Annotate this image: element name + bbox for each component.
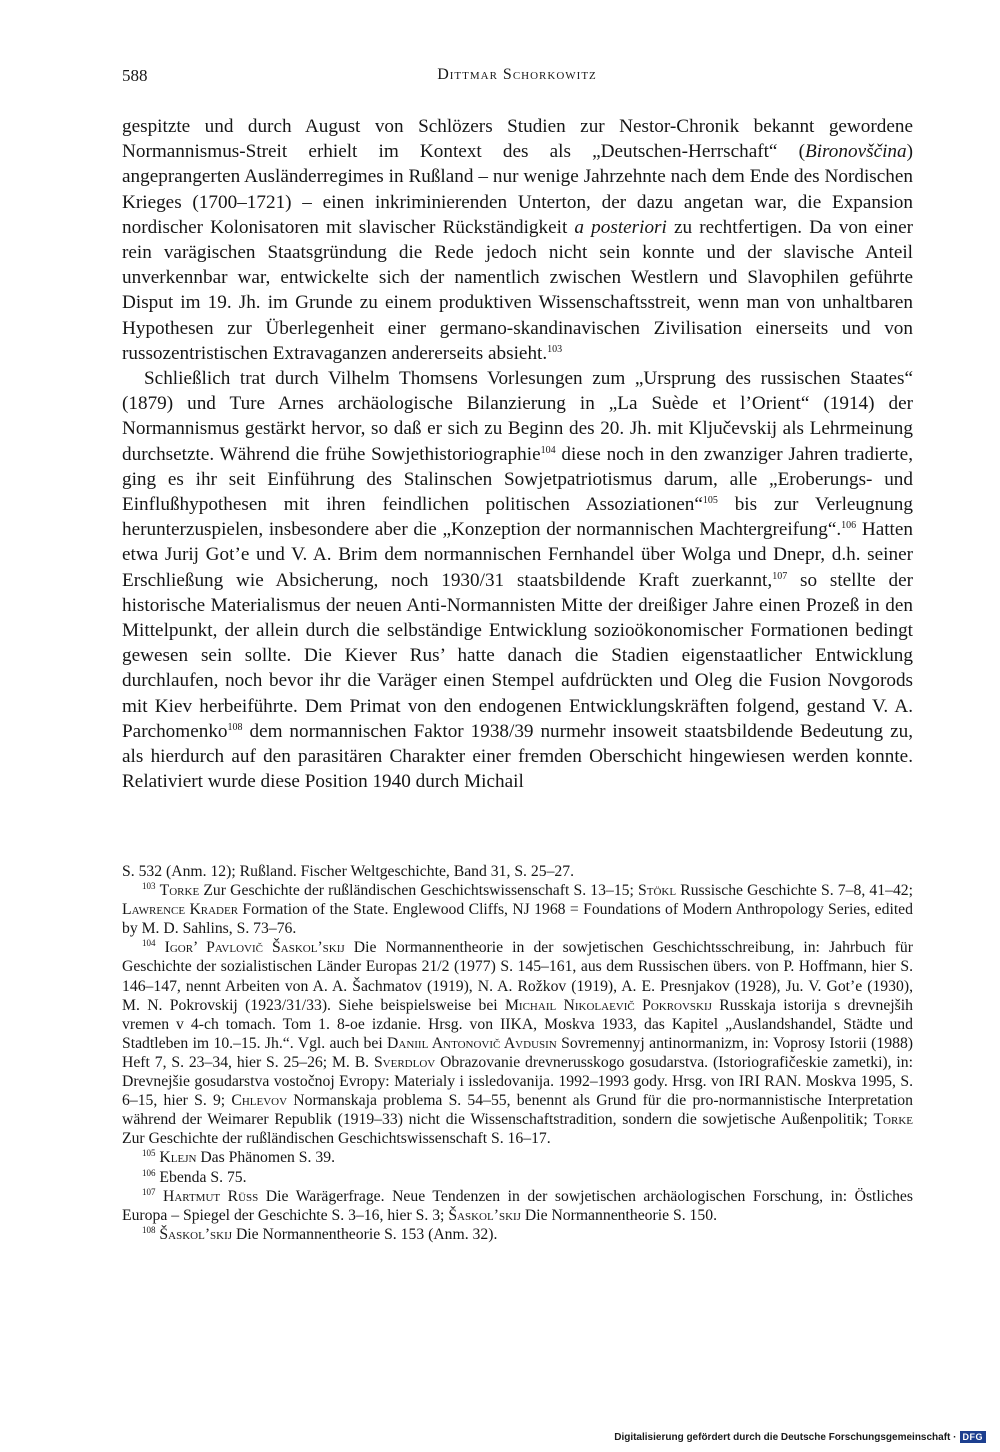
footnote-106: $^{106}$ Ebenda S. 75. [142, 1167, 247, 1186]
paragraph-2: Schließlich trat durch Vilhelm Thomsens Vorlesungen zum „Ursprung des russischen Staates“ (1879) und Ture Arnes archäologische Bilanzierung in „La Suède et l’Orient“ (1914) der Normannismus gestärkt hervor, so daß er sich zu Beginn des 20. Jh. mit Ključevskij als Lehrmeinung durchsetzte. Während die frühe Sowjethistoriographie$^{104}$ diese noch in den zwanziger Jahren tradierte, ging es ihr seit Einführung des Stalinschen Sowjetpatriotismus darum, alle „Eroberungs- und Einflußhypothesen mit ihren feindlichen politischen Assoziationen“$^{105}$ bis zur Verleugnung herunterzuspielen, insbesondere aber die „Konzeption der normannischen Machtergreifung“.$^{106}$ Hatten etwa Jurij Got’e und V. A. Brim dem normannischen Fernhandel über Wolga und Dnepr, d.h. seiner Erschließung wie Absicherung, noch 1930/31 staatsbildende Kraft zuerkannt,$^{107}$ so stellte der historische Materialismus der neuen Anti-Normannisten Mitte der dreißiger Jahre einen Prozeß in den Mittelpunkt, der allein durch die selbständige Entwicklung sozioökonomischer Formationen bedingt gewesen sein sollte. Die Kiever Rus’ hatte danach die Stadien eigenstaatlicher Entwicklung durchlaufen, noch bevor ihr die Varäger einen Stempel aufdrückten und Oleg die Fusion Novgorods mit Kiev herbeiführte. Dem Primat von den endogenen Entwicklungskräften folgend, gestand V. A. Parchomenko$^{108}$ dem normannischen Faktor 1938/39 nurmehr insoweit staatsbildende Bedeutung zu, als hierdurch auf den parasitären Charakter einer fremden Oberschicht hingewiesen werden konnte. Relativiert wurde diese Position 1940 durch Michail [122, 368, 913, 793]
footnote-108: $^{108}$ Šaskol’skij Die Normannentheorie S. 153 (Anm. 32). [142, 1224, 498, 1243]
footnote-ref-103[interactable]: 103 [547, 343, 563, 355]
digitization-credit [614, 1431, 986, 1443]
dfg-logo: DFG [960, 1431, 987, 1443]
footnote-ref-104[interactable]: 104 [540, 444, 556, 456]
footnote-105: $^{105}$ Klejn Das Phänomen S. 39. [142, 1148, 335, 1167]
main-text [122, 114, 913, 794]
running-head: Dittmar Schorkowitz [437, 66, 597, 83]
footnote-103: $^{103}$ Torke Zur Geschichte der rußländischen Geschichtswissenschaft S. 13–15; Stökl Russische Geschichte S. 7–8, 41–42; Lawrence Krader Formation of the State. Englewood Cliffs, NJ 1968 = Foundations of Modern Anthropology Series, edited by M. D. Sahlins, S. 73–76. [122, 881, 913, 938]
footnote-ref-107[interactable]: 107 [772, 570, 788, 582]
footnote-ref-108[interactable]: 108 [227, 721, 243, 733]
footnotes [122, 862, 913, 1244]
footnote-104: $^{104}$ Igor’ Pavlovič Šaskol’skij Die Normannentheorie in der sowjetischen Geschichtsschreibung, in: Jahrbuch für Geschichte der sozialistischen Länder Europas 21/2 (1977) S. 145–161, aus dem Russischen übers. von P. Hoffmann, hier S. 146–147, nennt Arbeiten von A. A. Šachmatov (1919), N. A. Rožkov (1919), A. E. Presnjakov (1928), Ju. V. Got’e (1930), M. N. Pokrovskij (1923/31/33). Siehe beispielsweise bei Michail Nikolaevič Pokrovskij Russkaja istorija s drevnejših vremen v 4-ch tomach. Tom 1. 8-oe izdanie. Hrsg. von IIKA, Moskva 1933, das Kapitel „Auslandshandel, Städte und Stadtleben im 10.–15. Jh.“. Vgl. auch bei Daniil Antonovič Avdusin Sovremennyj antinormanizm, in: Voprosy Istorii (1988) Heft 7, S. 23–34, hier S. 25–26; M. B. Sverdlov Obrazovanie drevnerusskogo gosudarstva. (Istoriografičeskie zametki), in: Drevnejšie gosudarstva vostočnoj Evropy: Materialy i issledovanija. 1992–1993 gody. Hrsg. von IRI RAN. Moskva 1995, S. 6–15, hier S. 9; Chlevov Normanskaja problema S. 54–55, benennt als Grund für die pro-normannistische Interpretation während der Weimarer Republik (1919–33) nicht die Wissenschaftstradition, sondern die sowjetische Außenpolitik; Torke Zur Geschichte der rußländischen Geschichtswissenschaft S. 16–17. [122, 938, 914, 1148]
credit-text: Digitalisierung gefördert durch die Deutsche Forschungsgemeinschaft · [614, 1431, 957, 1443]
page-header [122, 66, 912, 90]
footnote-continuation: S. 532 (Anm. 12); Rußland. Fischer Weltgeschichte, Band 31, S. 25–27. [122, 863, 575, 880]
footnote-ref-106[interactable]: 106 [841, 520, 857, 532]
page-number: 588 [122, 66, 148, 85]
footnote-107: $^{107}$ Hartmut Rüss Die Warägerfrage. Neue Tendenzen in der sowjetischen archäologischen Forschung, in: Östliches Europa – Spiegel der Geschichte S. 3–16, hier S. 3; Šaskol’skij Die Normannentheorie S. 150. [122, 1186, 913, 1224]
paragraph-1: gespitzte und durch August von Schlözers Studien zur Nestor-Chronik bekannt gewordene Normannismus-Streit erhielt im Kontext des als „Deutschen-Herrschaft“ (Bironovščina) angeprangerten Ausländerregimes in Rußland – nur wenige Jahrzehnte nach dem Ende des Nordischen Krieges (1700–1721) – einen inkriminierenden Unterton, der dazu angetan war, die Expansion nordischer Kolonisatoren mit slavischer Rückständigkeit a posteriori zu rechtfertigen. Da von einer rein varägischen Staatsgründung die Rede jedoch nicht sein konnte und der slavische Anteil unverkennbar war, entwickelte sich der namentlich zwischen Westlern und Slavophilen geführte Disput im 19. Jh. im Grunde zu einem produktiven Wissenschaftsstreit, wenn man von unhaltbaren Hypothesen zur Überlegenheit einer germano-skandinavischen Zivilisation einerseits und von russozentristischen Extravaganzen andererseits absieht.$^{103}$ [122, 116, 913, 364]
footnote-ref-105[interactable]: 105 [702, 495, 718, 507]
